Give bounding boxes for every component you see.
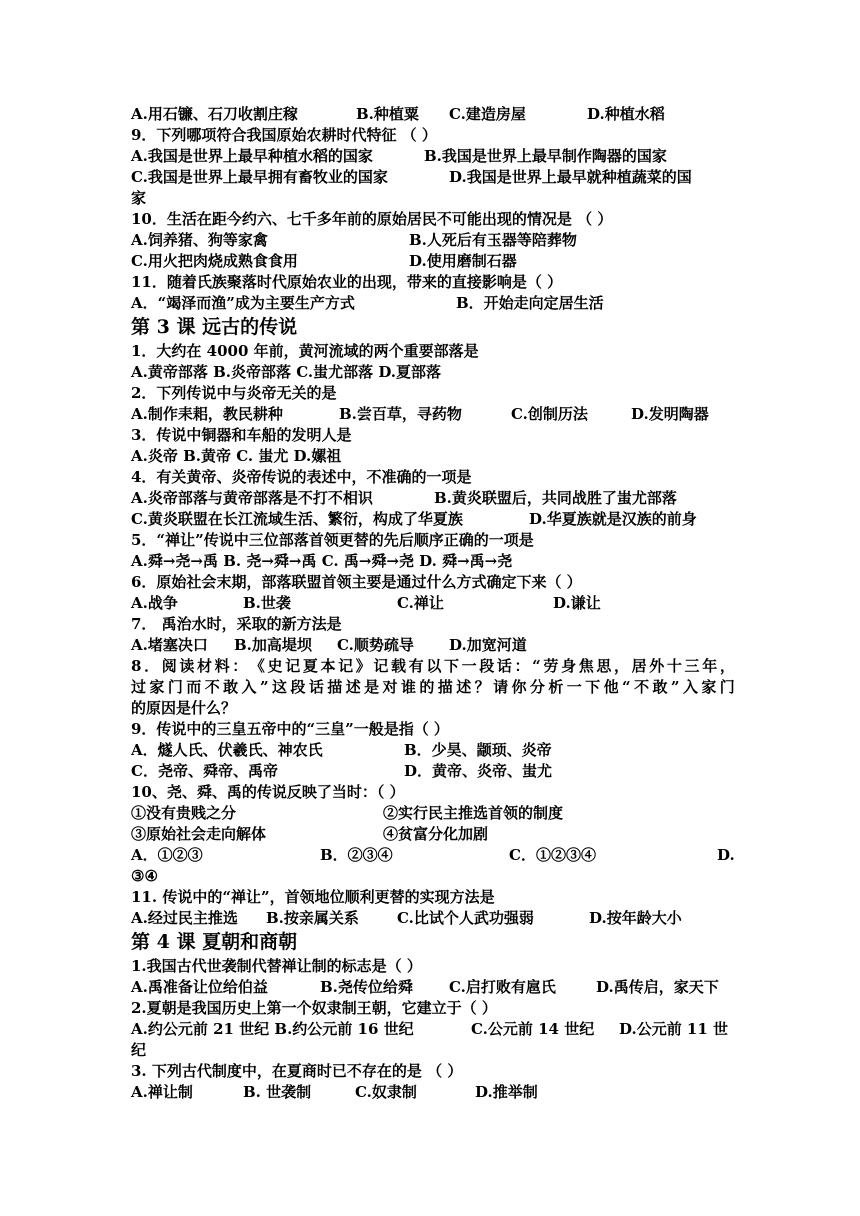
answer-option: D.种植水稻 — [587, 105, 665, 123]
options-line — [131, 509, 735, 530]
answer-option: B.种植粟 — [356, 105, 419, 123]
answer-option: A.用石镰、石刀收割庄稼 — [131, 105, 298, 123]
options-line — [131, 593, 735, 614]
answer-option: A.饲养猪、狗等家禽 — [131, 231, 268, 249]
options-line — [131, 761, 735, 782]
options-line — [131, 104, 735, 125]
answer-option: B．开始走向定居生活 — [456, 294, 604, 312]
options-line — [131, 404, 735, 425]
question-line: 2.夏朝是我国历史上第一个奴隶制王朝，它建立于（ ） — [131, 999, 497, 1017]
answer-option: ④贫富分化加剧 — [383, 825, 489, 843]
answer-option: A.经过民主推选 — [131, 909, 238, 927]
answer-option: D．黄帝、炎帝、蚩尤 — [404, 762, 553, 780]
answer-option: B.加高堤坝 — [234, 636, 312, 654]
answer-option: C.启打败有扈氏 — [449, 978, 556, 996]
options-line — [131, 845, 735, 866]
answer-option: C.建造房屋 — [449, 105, 526, 123]
answer-option: ①没有贵贱之分 — [131, 804, 237, 822]
answer-option: D.我国是世界上最早就种植蔬菜的国 — [449, 168, 692, 186]
answer-option: B.黄炎联盟后，共同战胜了蚩尤部落 — [434, 489, 677, 507]
question-line: ③④ — [131, 867, 158, 885]
options-line — [131, 977, 735, 998]
answer-option: D. — [717, 846, 735, 864]
answer-option: C.禅让 — [397, 594, 444, 612]
answer-option: A．①②③ — [131, 846, 203, 864]
question-line: 11．随着氏族聚落时代原始农业的出现，带来的直接影响是（ ） — [131, 273, 563, 291]
answer-option: D.禹传启，家天下 — [596, 978, 719, 996]
answer-option: A.炎帝部落与黄帝部落是不打不相识 — [131, 489, 373, 507]
question-line: 8 ． 阅 读 材 料 ： 《 史 记 夏 本 记 》 记 载 有 以 下 一 段 话 ： “ 劳 身 焦 思 ， 居 外 十 三 年 ， — [131, 657, 735, 675]
question-line: 的原因是什么？ — [131, 699, 237, 717]
options-line — [131, 251, 735, 272]
answer-option: C.奴隶制 — [355, 1083, 417, 1101]
question-line: 家 — [131, 189, 147, 207]
answer-option: A.约公元前 21 世纪 B.约公元前 16 世纪 — [131, 1020, 414, 1038]
question-line: 过 家 门 而 不 敢 入 ” 这 段 话 描 述 是 对 谁 的 描 述 ？ 请 你 分 析 一 下 他 “ 不 敢 ” 入 家 门 — [131, 678, 735, 696]
answer-option: B．②③④ — [320, 846, 393, 864]
question-line: 9．传说中的三皇五帝中的“三皇”一般是指（ ） — [131, 720, 449, 738]
answer-option: A.我国是世界上最早种植水稻的国家 — [131, 147, 373, 165]
options-line — [131, 167, 735, 188]
lesson-heading: 第 3 课 远古的传说 — [131, 316, 298, 338]
answer-option: A.禅让制 — [131, 1083, 193, 1101]
answer-option: D.谦让 — [553, 594, 601, 612]
answer-option: D.华夏族就是汉族的前身 — [529, 510, 697, 528]
answer-option: A.堵塞决口 — [131, 636, 208, 654]
question-line: 4．有关黄帝、炎帝传说的表述中，不准确的一项是 — [131, 468, 472, 486]
question-line: 7． 禹治水时，采取的新方法是 — [131, 615, 342, 633]
answer-option: C.用火把肉烧成熟食食用 — [131, 252, 298, 270]
answer-option: A.战争 — [131, 594, 178, 612]
answer-option: D.使用磨制石器 — [409, 252, 517, 270]
options-line — [131, 803, 735, 824]
question-line: A.舜→尧→禹 B. 尧→舜→禹 C. 禹→舜→尧 D. 舜→禹→尧 — [131, 552, 513, 570]
question-line: 3．传说中铜器和车船的发明人是 — [131, 426, 352, 444]
answer-option: C.创制历法 — [511, 405, 588, 423]
options-line — [131, 488, 735, 509]
answer-option: B.按亲属关系 — [266, 909, 359, 927]
answer-option: B.我国是世界上最早制作陶器的国家 — [424, 147, 667, 165]
answer-option: A.制作耒耜，教民耕种 — [131, 405, 283, 423]
document-page — [131, 104, 735, 1103]
answer-option: D.公元前 11 世 — [619, 1020, 729, 1038]
options-line — [131, 1082, 735, 1103]
options-line — [131, 635, 735, 656]
question-line: 1．大约在 4000 年前，黄河流域的两个重要部落是 — [131, 342, 479, 360]
question-line: A.黄帝部落 B.炎帝部落 C.蚩尤部落 D.夏部落 — [131, 363, 442, 381]
question-line: A.炎帝 B.黄帝 C. 蚩尤 D.嫘祖 — [131, 447, 342, 465]
options-line — [131, 1019, 735, 1040]
answer-option: B.尧传位给舜 — [320, 978, 413, 996]
question-line: 5．“禅让”传说中三位部落首领更替的先后顺序正确的一项是 — [131, 531, 534, 549]
answer-option: ③原始社会走向解体 — [131, 825, 267, 843]
question-line: 10、尧、舜、禹的传说反映了当时：（ ） — [131, 783, 405, 801]
options-line — [131, 740, 735, 761]
answer-option: B. 世袭制 — [243, 1083, 312, 1101]
options-line — [131, 293, 735, 314]
lesson-heading: 第 4 课 夏朝和商朝 — [131, 931, 298, 953]
options-line — [131, 146, 735, 167]
options-line — [131, 908, 735, 929]
answer-option: D.推举制 — [475, 1083, 538, 1101]
question-line: 11. 传说中的“禅让”，首领地位顺利更替的实现方法是 — [131, 888, 495, 906]
answer-option: B.尝百草，寻药物 — [339, 405, 462, 423]
question-line: 9．下列哪项符合我国原始农耕时代特征 （ ） — [131, 126, 437, 144]
question-line: 6．原始社会末期，部落联盟首领主要是通过什么方式确定下来（ ） — [131, 573, 582, 591]
question-line: 1.我国古代世袭制代替禅让制的标志是（ ） — [131, 957, 422, 975]
answer-option: C.顺势疏导 — [337, 636, 414, 654]
answer-option: C.黄炎联盟在长江流域生活、繁衍，构成了华夏族 — [131, 510, 463, 528]
answer-option: D.加宽河道 — [449, 636, 527, 654]
answer-option: B．少昊、颛顼、炎帝 — [404, 741, 552, 759]
answer-option: ②实行民主推选首领的制度 — [383, 804, 564, 822]
question-line: 10．生活在距今约六、七千多年前的原始居民不可能出现的情况是 （ ） — [131, 210, 613, 228]
answer-option: D.按年龄大小 — [589, 909, 682, 927]
question-line: 3. 下列古代制度中，在夏商时已不存在的是 （ ） — [131, 1062, 463, 1080]
answer-option: B.人死后有玉器等陪葬物 — [409, 231, 577, 249]
answer-option: A.禹准备让位给伯益 — [131, 978, 268, 996]
options-line — [131, 824, 735, 845]
answer-option: C．尧帝、舜帝、禹帝 — [131, 762, 278, 780]
answer-option: C．①②③④ — [509, 846, 596, 864]
answer-option: A．“竭泽而渔”成为主要生产方式 — [131, 294, 355, 312]
question-line: 纪 — [131, 1041, 147, 1059]
answer-option: A．燧人氏、伏羲氏、神农氏 — [131, 741, 323, 759]
answer-option: B.世袭 — [243, 594, 291, 612]
answer-option: C.比试个人武功强弱 — [397, 909, 534, 927]
answer-option: C.公元前 14 世纪 — [471, 1020, 595, 1038]
options-line — [131, 230, 735, 251]
answer-option: D.发明陶器 — [631, 405, 709, 423]
question-line: 2．下列传说中与炎帝无关的是 — [131, 384, 337, 402]
answer-option: C.我国是世界上最早拥有畜牧业的国家 — [131, 168, 388, 186]
